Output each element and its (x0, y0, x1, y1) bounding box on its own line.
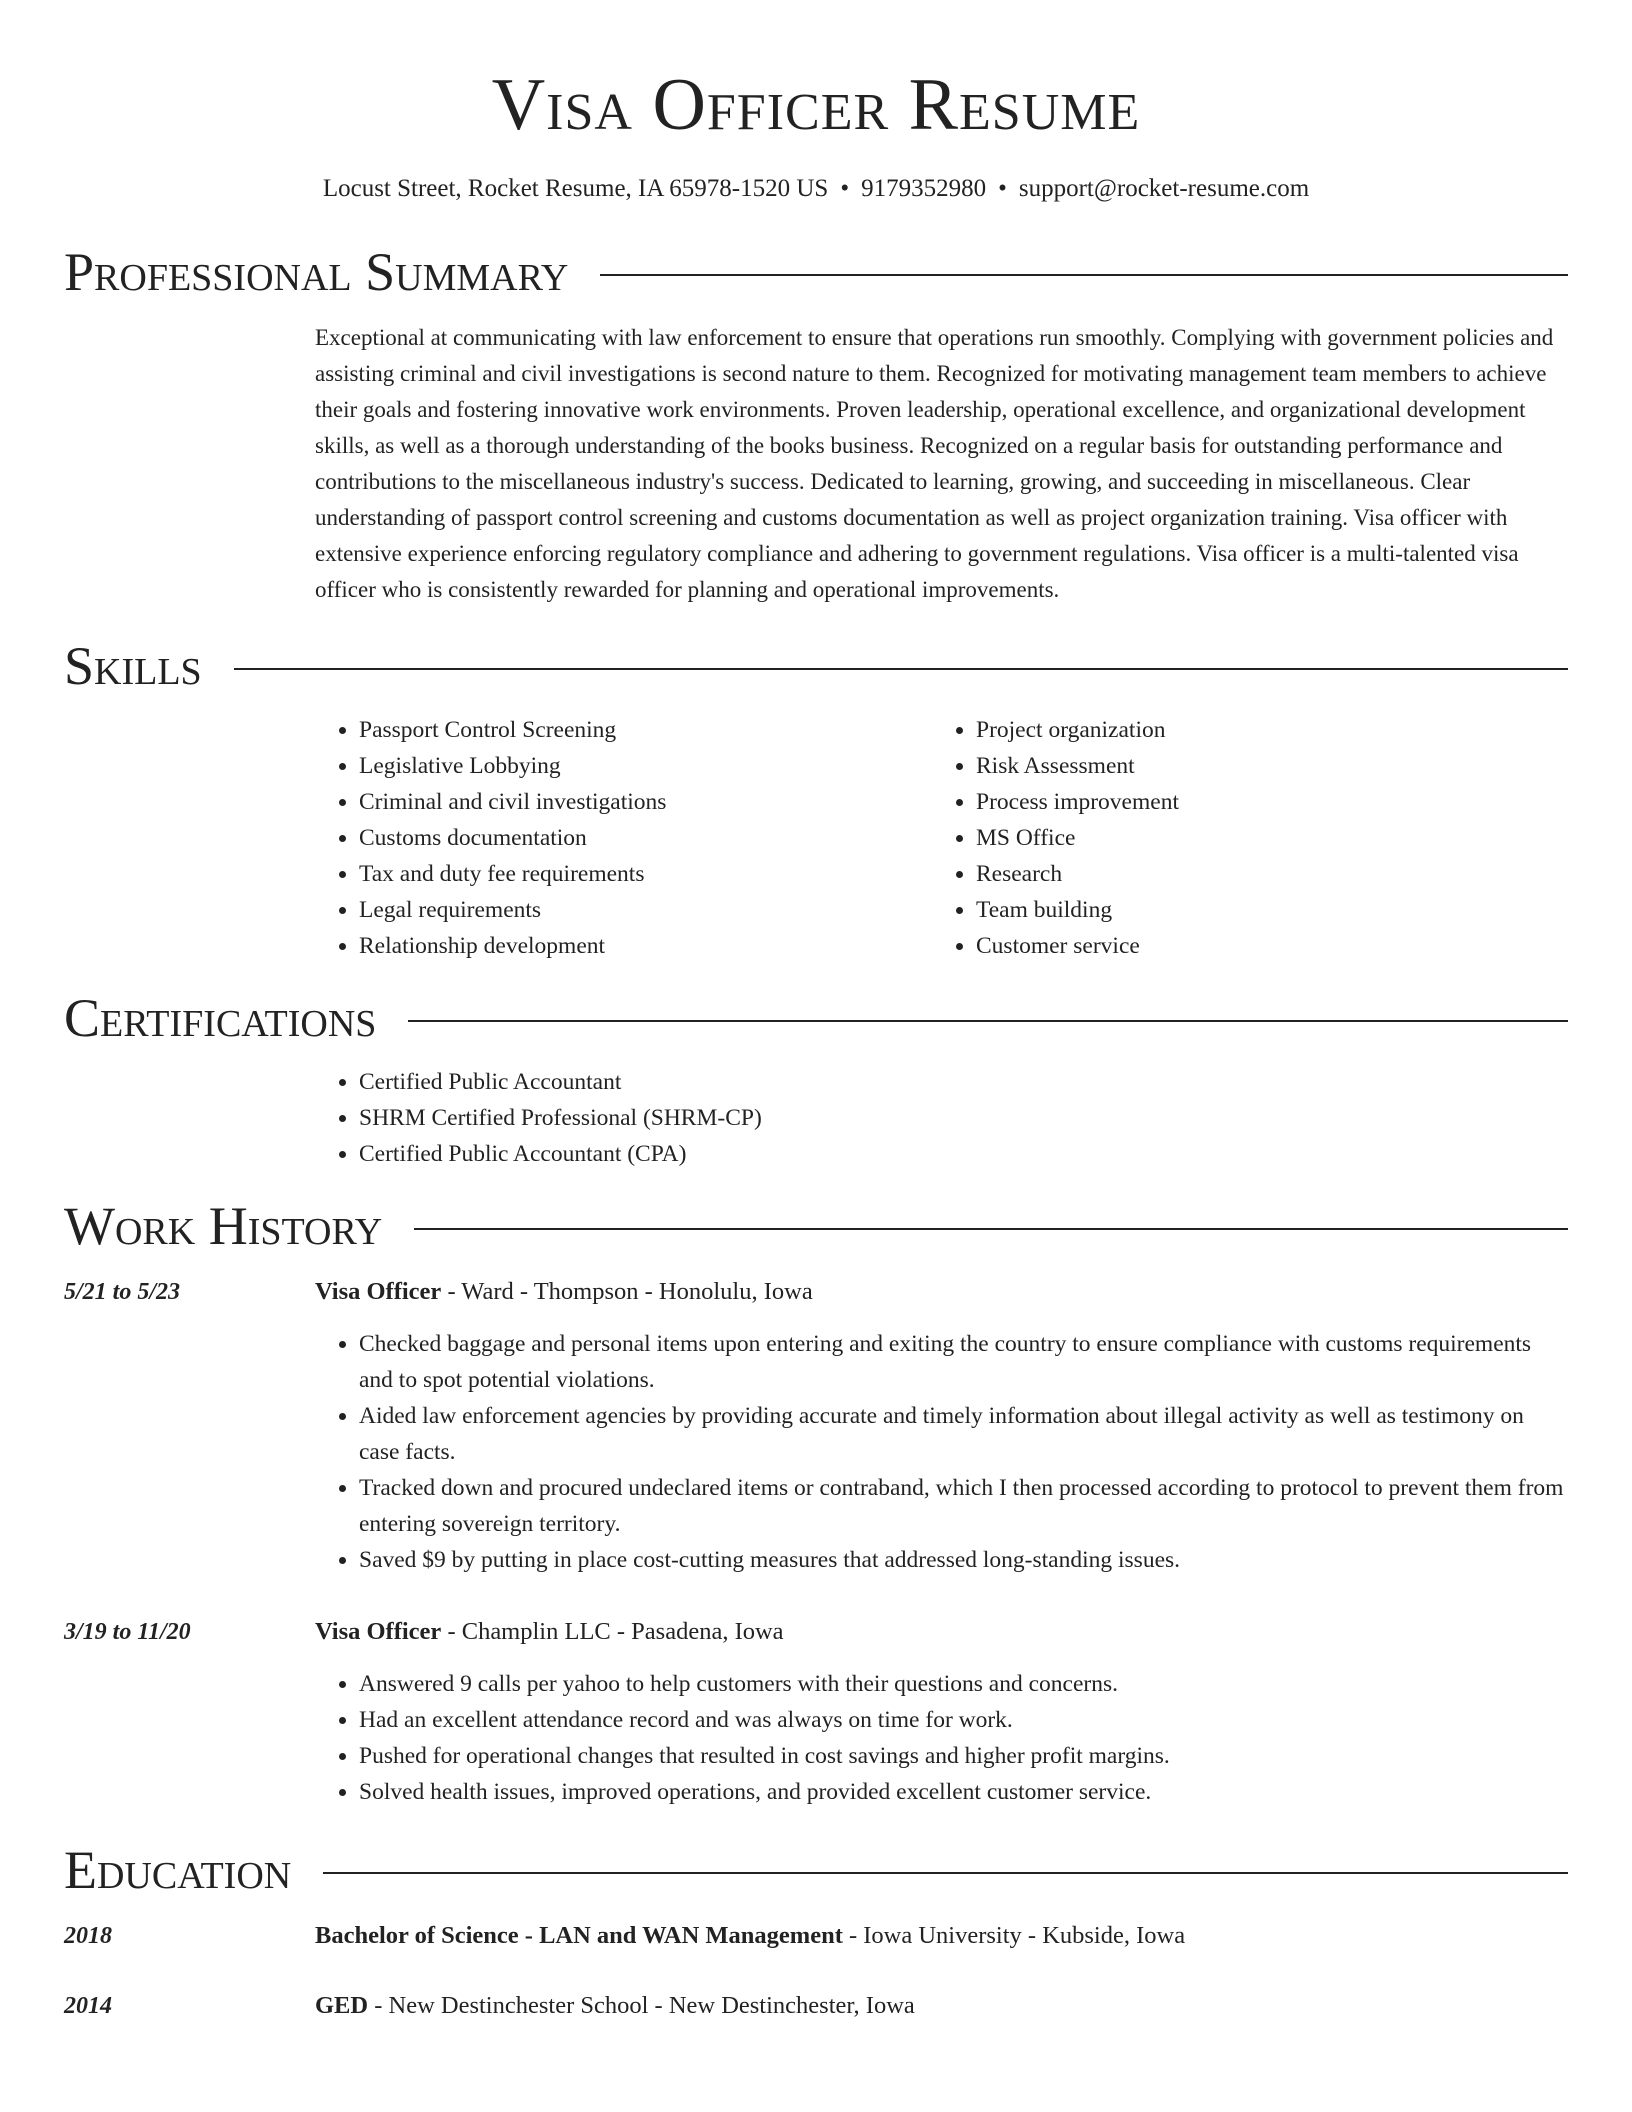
job-role: Visa Officer (315, 1618, 442, 1645)
section-divider (414, 1228, 1568, 1230)
skill-item: • Tax and duty fee requirements (359, 856, 932, 892)
education-title-line (315, 1988, 1568, 2024)
contact-separator: • (998, 175, 1007, 202)
skill-item: • Research (976, 856, 1549, 892)
work-title-line (315, 1274, 1568, 1310)
section-divider (323, 1872, 1568, 1874)
work-dates: 3/19 to 11/20 (64, 1619, 191, 1645)
certification-item: • SHRM Certified Professional (SHRM-CP) (359, 1100, 1568, 1136)
certifications-heading: Certifications (64, 988, 377, 1048)
contact-separator: • (840, 175, 850, 202)
certifications-body (315, 1064, 1568, 1172)
section-divider (600, 274, 1568, 276)
summary-heading: Professional Summary (64, 242, 569, 302)
summary-section (64, 242, 1568, 608)
skills-list-right (932, 712, 1549, 964)
skills-list-left (315, 712, 932, 964)
skills-heading-row (64, 636, 1568, 696)
education-title-line (315, 1918, 1568, 1954)
education-heading-row (64, 1840, 1568, 1900)
summary-body (315, 320, 1568, 608)
work-details (315, 1614, 1568, 1810)
education-school-location: - New Destinchester School - New Destinchester, Iowa (368, 1992, 915, 2019)
work-heading: Work History (64, 1196, 383, 1256)
education-entries (64, 1918, 1568, 2024)
skill-item: • Risk Assessment (976, 748, 1549, 784)
skill-item: • Legislative Lobbying (359, 748, 932, 784)
work-heading-row (64, 1196, 1568, 1256)
skill-item: • Customer service (976, 928, 1549, 964)
skill-item: • Criminal and civil investigations (359, 784, 932, 820)
summary-text: Exceptional at communicating with law enforcement to ensure that operations run smoothly. Complying with government policies and assisting criminal and civil investigations is second nature to them. Recognized for motivating management team members to achieve their goals and fostering innovative work environments. Proven leadership, operational excellence, and organizational development skills, as well as a thorough understanding of the books business. Recognized on a regular basis for outstanding performance and contributions to the miscellaneous industry's success. Dedicated to learning, growing, and succeeding in miscellaneous. Clear understanding of passport control screening and customs documentation as well as project organization training. Visa officer with extensive experience enforcing regulatory compliance and adhering to government regulations. Visa officer is a multi-talented visa officer who is consistently rewarded for planning and operational improvements. (315, 325, 1554, 602)
skills-heading: Skills (64, 636, 202, 696)
certifications-list (315, 1064, 1568, 1172)
education-school-location: - Iowa University - Kubside, Iowa (842, 1922, 1186, 1949)
contact-phone: 9179352980 (861, 175, 987, 202)
job-role: Visa Officer (315, 1278, 442, 1305)
work-bullet: • Tracked down and procured undeclared items or contraband, which I then processed according to protocol to prevent them from entering sovereign territory. (359, 1470, 1568, 1542)
education-year: 2014 (64, 1993, 112, 2019)
contact-email: support@rocket-resume.com (1018, 175, 1310, 202)
skill-item: • Legal requirements (359, 892, 932, 928)
work-bullets (315, 1326, 1568, 1578)
skills-section (64, 636, 1568, 964)
education-section (64, 1840, 1568, 2024)
work-bullets (315, 1666, 1568, 1810)
skills-column-right (932, 712, 1549, 964)
resume-title: Visa Officer Resume (491, 64, 1141, 146)
certification-item: • Certified Public Accountant (CPA) (359, 1136, 1568, 1172)
work-bullet: • Saved $9 by putting in place cost-cutting measures that addressed long-standing issues. (359, 1542, 1568, 1578)
work-bullet: • Solved health issues, improved operations, and provided excellent customer service. (359, 1774, 1568, 1810)
skill-item: • Customs documentation (359, 820, 932, 856)
skill-item: • Team building (976, 892, 1549, 928)
certification-item: • Certified Public Accountant (359, 1064, 1568, 1100)
work-bullet: • Pushed for operational changes that resulted in cost savings and higher profit margins. (359, 1738, 1568, 1774)
work-entry (64, 1614, 1568, 1810)
work-bullet: • Checked baggage and personal items upon entering and exiting the country to ensure compliance with customs requirements and to spot potential violations. (359, 1326, 1568, 1398)
job-employer-location: - Ward - Thompson - Honolulu, Iowa (441, 1278, 813, 1305)
skill-item: • Relationship development (359, 928, 932, 964)
certifications-section (64, 988, 1568, 1172)
work-entries (64, 1274, 1568, 1810)
skill-item: • Process improvement (976, 784, 1549, 820)
skills-body (315, 712, 1568, 964)
work-entry (64, 1274, 1568, 1578)
work-details (315, 1274, 1568, 1578)
skill-item: • Project organization (976, 712, 1549, 748)
contact-line (64, 172, 1568, 206)
work-dates: 5/21 to 5/23 (64, 1279, 181, 1305)
education-degree: Bachelor of Science - LAN and WAN Management (315, 1922, 843, 1949)
education-entry (64, 1918, 1568, 1954)
section-divider (234, 668, 1568, 670)
work-bullet: • Aided law enforcement agencies by providing accurate and timely information about illegal activity as well as testimony on case facts. (359, 1398, 1568, 1470)
skill-item: • Passport Control Screening (359, 712, 932, 748)
work-bullet: • Had an excellent attendance record and was always on time for work. (359, 1702, 1568, 1738)
skills-column-left (315, 712, 932, 964)
work-section (64, 1196, 1568, 1810)
education-degree: GED (315, 1992, 369, 2019)
skill-item: • MS Office (976, 820, 1549, 856)
education-heading: Education (64, 1840, 292, 1900)
certifications-heading-row (64, 988, 1568, 1048)
education-year: 2018 (64, 1923, 112, 1949)
work-title-line (315, 1614, 1568, 1650)
education-entry (64, 1988, 1568, 2024)
job-employer-location: - Champlin LLC - Pasadena, Iowa (441, 1618, 784, 1645)
section-divider (408, 1020, 1568, 1022)
summary-heading-row (64, 242, 1568, 302)
work-bullet: • Answered 9 calls per yahoo to help customers with their questions and concerns. (359, 1666, 1568, 1702)
contact-address: Locust Street, Rocket Resume, IA 65978-1520 US (322, 175, 829, 202)
